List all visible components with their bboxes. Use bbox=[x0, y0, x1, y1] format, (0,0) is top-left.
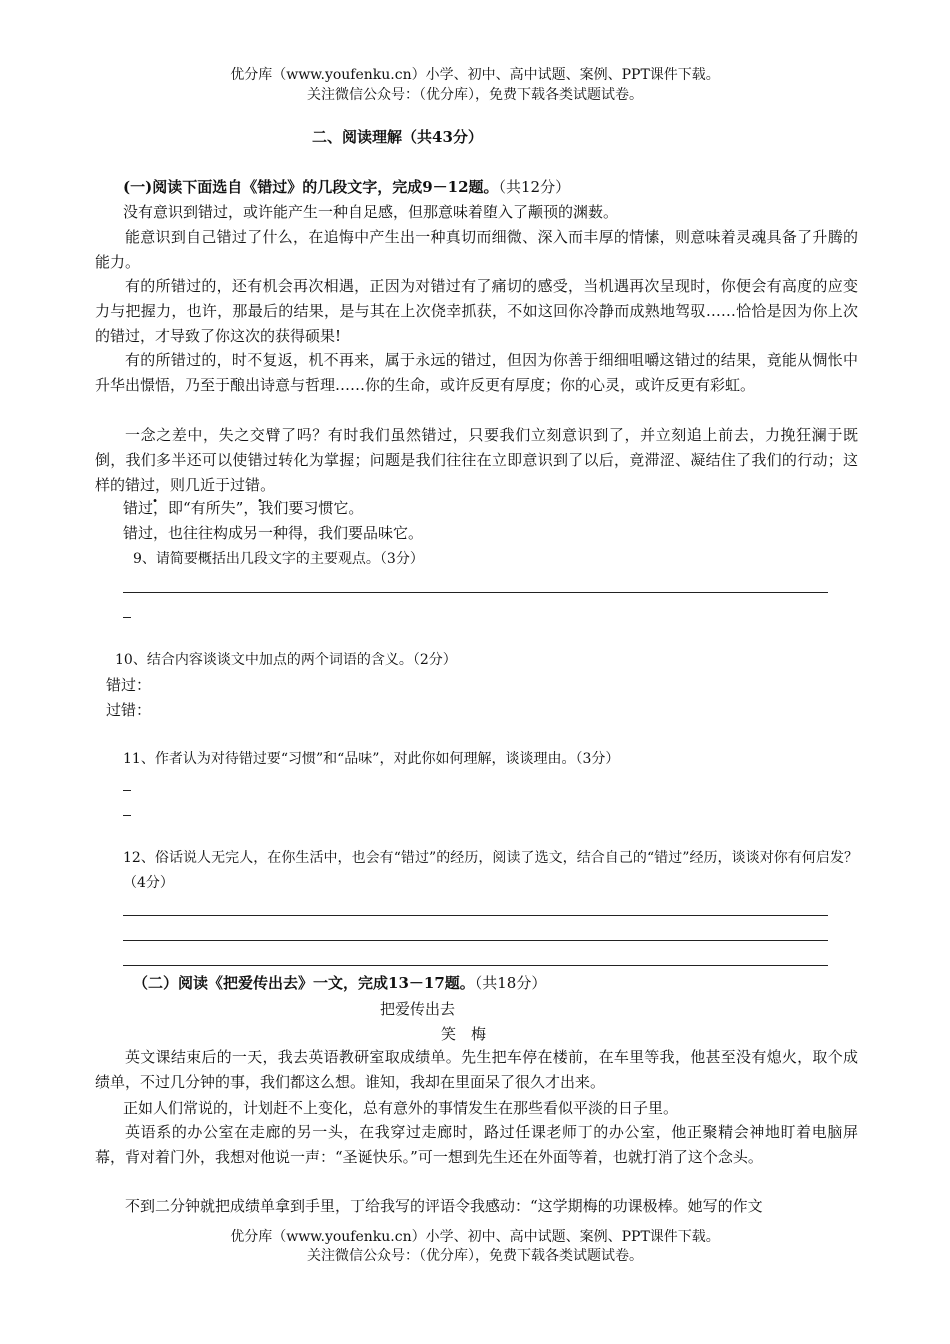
part2-paragraph-3: 英语系的办公室在走廊的另一头，在我穿过走廊时，路过任课老师丁的办公室，他正聚精会神地盯着电脑屏幕，背对着门外，我想对他说一声：“圣诞快乐。”可一想到先生还在外面等着，也就打消了这个念头。 bbox=[95, 1123, 858, 1166]
part1-paragraph-3: 有的所错过的，还有机会再次相遇，正因为对错过有了痛切的感受，当机遇再次呈现时，你便会有高度的应变力与把握力，也许，那最后的结果，是与其在上次侥幸抓获，不如这回你冷静而成熟地驾驭……恰恰是因为你上次的错过，才导致了你这次的获得硕果! bbox=[95, 277, 858, 345]
answer-line-q12-2[interactable] bbox=[123, 940, 828, 941]
part2-paragraph-2: 正如人们常说的，计划赶不上变化，总有意外的事情发生在那些看似平淡的日子里。 bbox=[123, 1099, 679, 1117]
part1-heading-text: (一)阅读下面选自《错过》的几段文字，完成9－12题。 bbox=[123, 178, 499, 196]
part1-paragraph-5-text: 一念之差中，失之交臂了吗？有时我们虽然错过，只要我们立刻意识到了，并立刻追上前去，力挽狂澜于既倒，我们多半还可以使错过转化为掌握；问题是我们往往在立即意识到了以后，竟滞涩、凝结住了我们的行动；这样的 bbox=[95, 426, 858, 494]
answer-line-q9[interactable] bbox=[123, 592, 828, 593]
part1-paragraph-1: 没有意识到错过，或许能产生一种自足感，但那意味着堕入了颟顸的渊薮。 bbox=[123, 203, 619, 221]
part1-heading-points: （共12分） bbox=[498, 178, 571, 196]
part1-paragraph-4: 有的所错过的，时不复返，机不再来，属于永远的错过，但因为你善于细细咀嚼这错过的结果，竟能从惆怅中升华出憬悟，乃至于酿出诗意与哲理……你的生命，或许反更有厚度；你的心灵，或许反更有彩虹。 bbox=[95, 351, 858, 394]
question-10: 10、结合内容谈谈文中加点的两个词语的含义。（2分） bbox=[115, 652, 457, 668]
part2-heading bbox=[133, 972, 546, 994]
answer-line-q12-3[interactable] bbox=[123, 965, 828, 966]
part1-paragraph-6: 错过，即“有所失”，我们要习惯它。 bbox=[123, 499, 364, 517]
question-9: 9、请简要概括出几段文字的主要观点。（3分） bbox=[133, 551, 424, 567]
question-12: 12、俗话说人无完人，在你生活中，也会有“错过”的经历，阅读了选文，结合自己的“错过”经历，谈谈对你有何启发？（4分） bbox=[123, 850, 858, 891]
page-header-line1: 优分库（www.youfenku.cn）小学、初中、高中试题、案例、PPT课件下载。 bbox=[230, 67, 720, 83]
page-footer-line1: 优分库（www.youfenku.cn）小学、初中、高中试题、案例、PPT课件下载。 bbox=[230, 1229, 720, 1245]
part2-heading-points: （共18分） bbox=[474, 974, 547, 992]
part2-paragraph-1: 英文课结束后的一天，我去英语教研室取成绩单。先生把车停在楼前，在车里等我，他甚至没有熄火，取个成绩单，不过几分钟的事，我们都这么想。谁知，我却在里面呆了很久才出来。 bbox=[95, 1048, 858, 1091]
page-footer-line2: 关注微信公众号：（优分库），免费下载各类试题试卷。 bbox=[307, 1248, 643, 1264]
q10-answer-cuoguo-label: 错过： bbox=[106, 676, 152, 694]
section-title: 二、阅读理解（共43分） bbox=[312, 128, 483, 146]
q10-answer-guocuo-label: 过错： bbox=[106, 701, 152, 719]
answer-blank-q11-1[interactable] bbox=[123, 790, 131, 791]
part1-paragraph-2: 能意识到自己错过了什么，在追悔中产生出一种真切而细微、深入而丰厚的情愫，则意味着灵魂具备了升腾的能力。 bbox=[95, 228, 858, 271]
part1-paragraph-5 bbox=[95, 423, 858, 498]
article-title: 把爱传出去 bbox=[380, 1000, 456, 1018]
part2-heading-text: （二）阅读《把爱传出去》一文，完成13－17题。 bbox=[133, 974, 475, 992]
question-11: 11、作者认为对待错过要“习惯”和“品味”，对此你如何理解，谈谈理由。（3分） bbox=[123, 751, 620, 767]
answer-line-q12-1[interactable] bbox=[123, 915, 828, 916]
part1-paragraph-5-mid: ，则几近于 bbox=[155, 476, 231, 494]
answer-blank-q11-2[interactable] bbox=[123, 815, 131, 816]
dotted-word-cuoguo: 错过 bbox=[125, 476, 156, 494]
page-header-line2: 关注微信公众号：（优分库），免费下载各类试题试卷。 bbox=[307, 87, 643, 103]
part1-paragraph-7: 错过，也往往构成另一种得，我们要品味它。 bbox=[123, 524, 424, 542]
part1-paragraph-5-end: 。 bbox=[260, 476, 276, 494]
answer-blank-q9[interactable] bbox=[123, 617, 131, 618]
part2-paragraph-4: 不到二分钟就把成绩单拿到手里，丁给我写的评语令我感动：“这学期梅的功课极棒。她写的作文 bbox=[125, 1197, 763, 1215]
dotted-word-guocuo: 过错 bbox=[230, 476, 261, 494]
part1-heading bbox=[123, 176, 570, 198]
article-author: 笑 梅 bbox=[441, 1025, 487, 1043]
